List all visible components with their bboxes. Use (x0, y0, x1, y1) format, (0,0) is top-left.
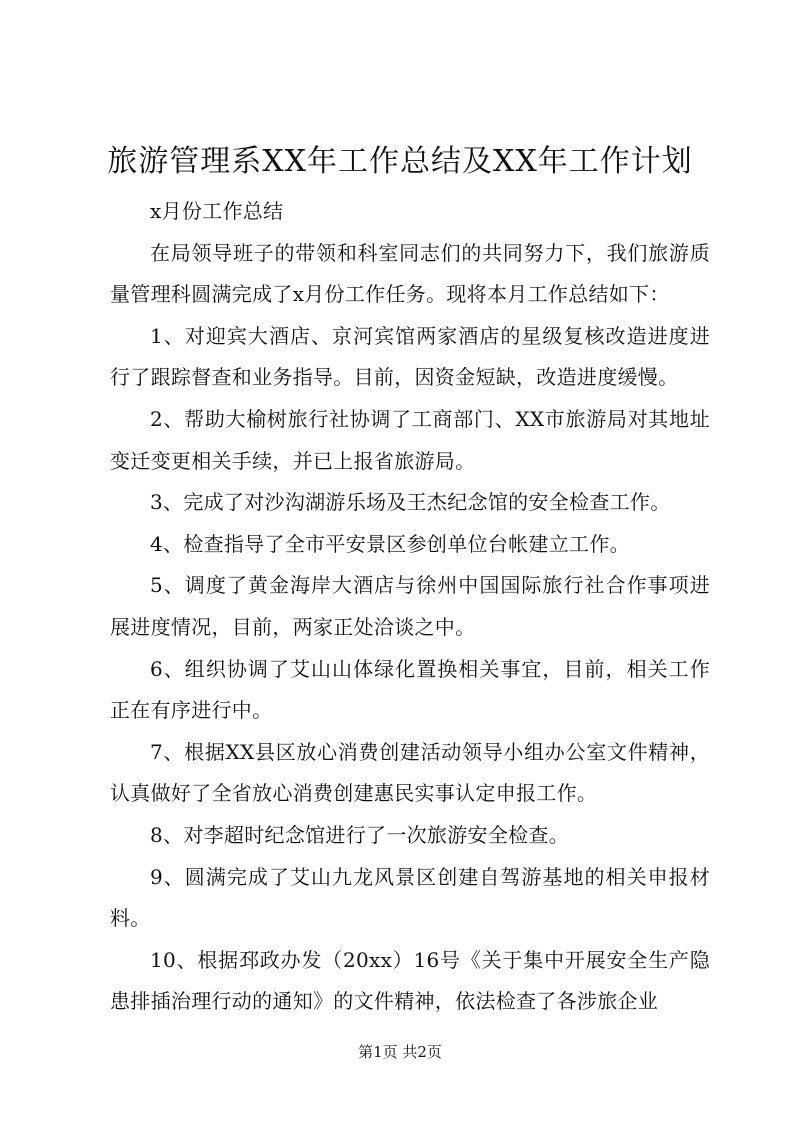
paragraph-item-6: 6、组织协调了艾山山体绿化置换相关事宜，目前，相关工作正在有序进行中。 (110, 656, 710, 723)
paragraph-item-3: 3、完成了对沙沟湖游乐场及王杰纪念馆的安全检查工作。 (150, 490, 671, 515)
document-title: 旅游管理系XX年工作总结及XX年工作计划 (107, 144, 693, 179)
paragraph-item-7: 7、根据XX县区放心消费创建活动领导小组办公室文件精神，认真做好了全省放心消费创建惠民实事认定申报工作。 (110, 739, 710, 806)
paragraph-intro: 在局领导班子的带领和科室同志们的共同努力下，我们旅游质量管理科圆满完成了x月份工作任务。现将本月工作总结如下： (110, 240, 710, 307)
section-heading: x月份工作总结 (150, 199, 284, 223)
page-footer: 第1页 共2页 (358, 1043, 442, 1061)
paragraph-item-9: 9、圆满完成了艾山九龙风景区创建自驾游基地的相关申报材料。 (110, 864, 710, 931)
paragraph-item-1: 1、对迎宾大酒店、京河宾馆两家酒店的星级复核改造进度进行了跟踪督查和业务指导。目前，因资金短缺，改造进度缓慢。 (110, 323, 710, 390)
paragraph-item-10: 10、根据邳政办发（20xx）16号《关于集中开展安全生产隐患排插治理行动的通知》的文件精神，依法检查了各涉旅企业 (110, 947, 710, 1014)
paragraph-item-2: 2、帮助大榆树旅行社协调了工商部门、XX市旅游局对其地址变迁变更相关手续，并已上报省旅游局。 (110, 406, 710, 473)
document-body (110, 191, 710, 1023)
paragraph-item-4: 4、检查指导了全市平安景区参创单位台帐建立工作。 (150, 531, 630, 556)
paragraph-item-5: 5、调度了黄金海岸大酒店与徐州中国国际旅行社合作事项进展进度情况，目前，两家正处洽谈之中。 (110, 573, 710, 639)
paragraph-item-8: 8、对李超时纪念馆进行了一次旅游安全检查。 (150, 822, 570, 847)
